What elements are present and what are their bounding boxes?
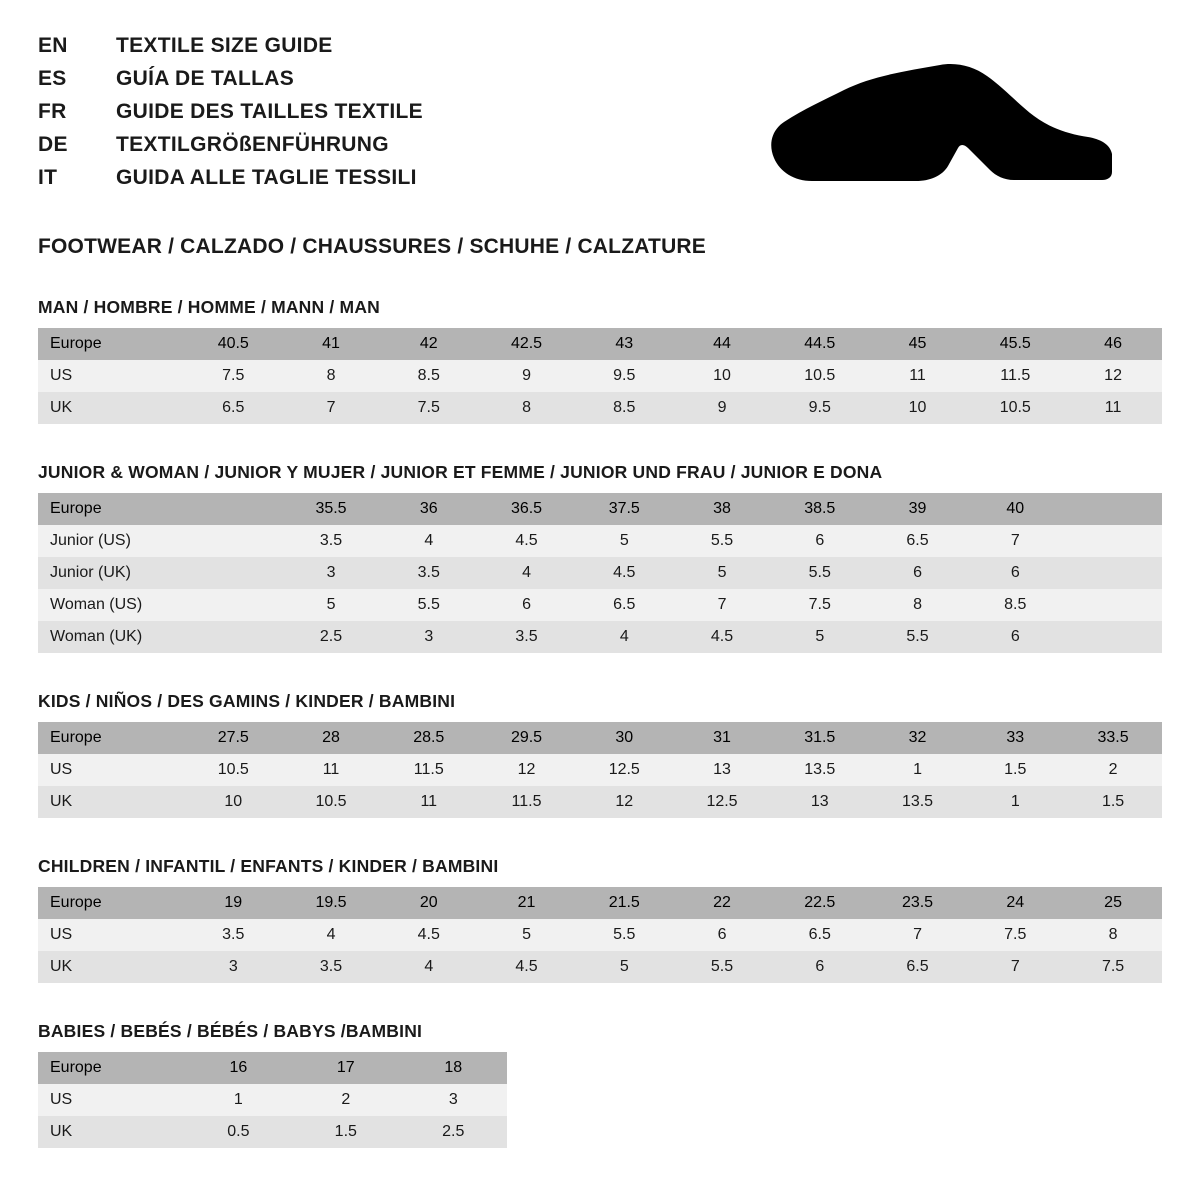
- table-cell: 12.5: [673, 786, 771, 818]
- section-title: CHILDREN / INFANTIL / ENFANTS / KINDER / BAMBINI: [38, 856, 499, 876]
- table-row: [38, 621, 1162, 653]
- row-label: UK: [38, 786, 184, 818]
- table-cell: 6: [771, 951, 869, 983]
- table-cell: 40: [966, 493, 1064, 525]
- section-title: BABIES / BEBÉS / BÉBÉS / BABYS /BAMBINI: [38, 1021, 423, 1041]
- table-cell: [184, 589, 282, 621]
- table-cell: 9: [673, 392, 771, 424]
- size-table-man: [38, 328, 1162, 424]
- language-title: TEXTILGRÖßENFÜHRUNG: [116, 133, 389, 156]
- table-cell: 44.5: [771, 328, 869, 360]
- table-cell: 3.5: [380, 557, 478, 589]
- table-cell: 45.5: [966, 328, 1064, 360]
- table-cell: 6: [966, 621, 1064, 653]
- table-cell: 8.5: [966, 589, 1064, 621]
- table-cell: 22: [673, 887, 771, 919]
- section-children: [38, 856, 1162, 983]
- table-cell: 9.5: [771, 392, 869, 424]
- table-cell: 3: [380, 621, 478, 653]
- table-cell: 12.5: [575, 754, 673, 786]
- language-title: TEXTILE SIZE GUIDE: [116, 34, 333, 57]
- row-label: US: [38, 360, 184, 392]
- table-cell: 27.5: [184, 722, 282, 754]
- table-cell: 4.5: [478, 951, 576, 983]
- table-cell: [184, 557, 282, 589]
- table-cell: 11.5: [380, 754, 478, 786]
- table-cell: 8: [478, 392, 576, 424]
- language-title: GUIDE DES TAILLES TEXTILE: [116, 100, 423, 123]
- table-row: [38, 493, 1162, 525]
- table-row: [38, 525, 1162, 557]
- table-cell: 13.5: [771, 754, 869, 786]
- table-cell: 9: [478, 360, 576, 392]
- table-row: [38, 1052, 507, 1084]
- table-cell: 5: [575, 525, 673, 557]
- table-cell: 6.5: [575, 589, 673, 621]
- table-cell: 3: [184, 951, 282, 983]
- table-cell: 13: [771, 786, 869, 818]
- table-cell: 7.5: [771, 589, 869, 621]
- table-cell: 0.5: [185, 1116, 292, 1148]
- table-cell: 5: [771, 621, 869, 653]
- table-cell: [1064, 525, 1162, 557]
- table-cell: 5.5: [869, 621, 967, 653]
- table-cell: 4.5: [478, 525, 576, 557]
- table-cell: 7: [673, 589, 771, 621]
- section-kids: [38, 691, 1162, 818]
- table-cell: 9.5: [575, 360, 673, 392]
- table-cell: 25: [1064, 887, 1162, 919]
- table-cell: 7.5: [380, 392, 478, 424]
- section-babies: [38, 1021, 1162, 1148]
- language-code: DE: [38, 133, 68, 156]
- table-cell: 3: [400, 1084, 507, 1116]
- size-table-kids: [38, 722, 1162, 818]
- language-row: [38, 133, 423, 166]
- table-cell: 43: [575, 328, 673, 360]
- table-cell: 6: [966, 557, 1064, 589]
- table-cell: 7: [282, 392, 380, 424]
- table-cell: 11: [869, 360, 967, 392]
- row-label: Europe: [38, 722, 184, 754]
- table-cell: 7.5: [184, 360, 282, 392]
- table-cell: 8.5: [380, 360, 478, 392]
- language-code: EN: [38, 34, 68, 57]
- table-cell: 38: [673, 493, 771, 525]
- table-cell: 5: [575, 951, 673, 983]
- table-cell: 4: [282, 919, 380, 951]
- footwear-category-title: FOOTWEAR / CALZADO / CHAUSSURES / SCHUHE / CALZATURE: [38, 235, 707, 258]
- table-cell: 42.5: [478, 328, 576, 360]
- row-label: US: [38, 919, 184, 951]
- table-cell: 12: [478, 754, 576, 786]
- table-cell: 36: [380, 493, 478, 525]
- table-cell: 45: [869, 328, 967, 360]
- table-cell: 23.5: [869, 887, 967, 919]
- table-cell: 1: [966, 786, 1064, 818]
- table-cell: 6.5: [869, 525, 967, 557]
- table-cell: 4: [380, 525, 478, 557]
- table-cell: 11: [380, 786, 478, 818]
- table-cell: 30: [575, 722, 673, 754]
- table-cell: 3.5: [282, 525, 380, 557]
- table-cell: 35.5: [282, 493, 380, 525]
- table-cell: [1064, 557, 1162, 589]
- table-cell: 17: [292, 1052, 399, 1084]
- table-cell: 8: [282, 360, 380, 392]
- table-cell: 5.5: [673, 525, 771, 557]
- table-cell: 2.5: [400, 1116, 507, 1148]
- table-cell: 19.5: [282, 887, 380, 919]
- table-cell: 4.5: [575, 557, 673, 589]
- row-label: Woman (UK): [38, 621, 184, 653]
- table-row: [38, 919, 1162, 951]
- table-cell: 5: [282, 589, 380, 621]
- table-cell: 28: [282, 722, 380, 754]
- table-row: [38, 589, 1162, 621]
- table-cell: 5.5: [673, 951, 771, 983]
- table-cell: 29.5: [478, 722, 576, 754]
- table-cell: 5: [478, 919, 576, 951]
- table-cell: 7.5: [1064, 951, 1162, 983]
- table-cell: 2: [292, 1084, 399, 1116]
- table-cell: 7.5: [966, 919, 1064, 951]
- section-title: KIDS / NIÑOS / DES GAMINS / KINDER / BAMBINI: [38, 691, 456, 711]
- table-cell: 5.5: [575, 919, 673, 951]
- dress-shoe-icon: [768, 60, 1138, 185]
- table-cell: 6: [771, 525, 869, 557]
- table-cell: 12: [1064, 360, 1162, 392]
- table-cell: 3.5: [478, 621, 576, 653]
- row-label: Junior (US): [38, 525, 184, 557]
- table-cell: 10.5: [966, 392, 1064, 424]
- table-cell: 6: [673, 919, 771, 951]
- table-cell: 41: [282, 328, 380, 360]
- language-title: GUIDA ALLE TAGLIE TESSILI: [116, 166, 417, 189]
- table-cell: 11: [1064, 392, 1162, 424]
- table-cell: 8: [869, 589, 967, 621]
- table-cell: 10: [184, 786, 282, 818]
- table-cell: 13: [673, 754, 771, 786]
- section-title: MAN / HOMBRE / HOMME / MANN / MAN: [38, 297, 380, 317]
- table-row: [38, 360, 1162, 392]
- page-header: [38, 34, 1162, 199]
- language-row: [38, 34, 423, 67]
- table-cell: 1: [869, 754, 967, 786]
- table-row: [38, 786, 1162, 818]
- table-cell: 18: [400, 1052, 507, 1084]
- table-cell: [184, 525, 282, 557]
- table-cell: 11.5: [478, 786, 576, 818]
- section-title: JUNIOR & WOMAN / JUNIOR Y MUJER / JUNIOR ET FEMME / JUNIOR UND FRAU / JUNIOR E DONA: [38, 462, 883, 482]
- table-cell: 21.5: [575, 887, 673, 919]
- table-cell: 40.5: [184, 328, 282, 360]
- table-cell: 16: [185, 1052, 292, 1084]
- table-cell: 31: [673, 722, 771, 754]
- size-table-junior-woman: [38, 493, 1162, 653]
- row-label: Europe: [38, 1052, 185, 1084]
- table-cell: 31.5: [771, 722, 869, 754]
- table-cell: 10.5: [184, 754, 282, 786]
- table-cell: 33: [966, 722, 1064, 754]
- row-label: Europe: [38, 493, 184, 525]
- language-row: [38, 67, 423, 100]
- language-row: [38, 166, 423, 199]
- row-label: US: [38, 1084, 185, 1116]
- table-cell: 3.5: [282, 951, 380, 983]
- table-row: [38, 557, 1162, 589]
- table-cell: 10: [673, 360, 771, 392]
- table-cell: 19: [184, 887, 282, 919]
- table-cell: 2: [1064, 754, 1162, 786]
- table-cell: 10: [869, 392, 967, 424]
- row-label: US: [38, 754, 184, 786]
- table-cell: 12: [575, 786, 673, 818]
- table-cell: 1.5: [1064, 786, 1162, 818]
- table-cell: 8: [1064, 919, 1162, 951]
- table-cell: 4: [478, 557, 576, 589]
- table-cell: 37.5: [575, 493, 673, 525]
- table-cell: [1064, 621, 1162, 653]
- table-cell: 6.5: [771, 919, 869, 951]
- table-cell: 1.5: [966, 754, 1064, 786]
- language-code: FR: [38, 100, 67, 123]
- table-cell: 11: [282, 754, 380, 786]
- table-cell: 24: [966, 887, 1064, 919]
- language-code: ES: [38, 67, 67, 90]
- table-cell: 6: [869, 557, 967, 589]
- size-table-children: [38, 887, 1162, 983]
- row-label: Europe: [38, 328, 184, 360]
- table-cell: [184, 493, 282, 525]
- table-cell: 6: [478, 589, 576, 621]
- table-cell: 5.5: [380, 589, 478, 621]
- table-cell: 7: [966, 525, 1064, 557]
- table-cell: 6.5: [184, 392, 282, 424]
- table-cell: 1.5: [292, 1116, 399, 1148]
- table-row: [38, 754, 1162, 786]
- table-cell: 32: [869, 722, 967, 754]
- row-label: UK: [38, 392, 184, 424]
- table-row: [38, 328, 1162, 360]
- table-cell: 7: [869, 919, 967, 951]
- table-row: [38, 887, 1162, 919]
- table-cell: 33.5: [1064, 722, 1162, 754]
- table-cell: 4.5: [673, 621, 771, 653]
- row-label: UK: [38, 1116, 185, 1148]
- table-cell: 44: [673, 328, 771, 360]
- language-title: GUÍA DE TALLAS: [116, 67, 295, 90]
- table-cell: 10.5: [771, 360, 869, 392]
- table-cell: 7: [966, 951, 1064, 983]
- table-cell: 4: [575, 621, 673, 653]
- table-cell: 1: [185, 1084, 292, 1116]
- table-cell: 3: [282, 557, 380, 589]
- table-row: [38, 1116, 507, 1148]
- table-cell: [1064, 493, 1162, 525]
- table-cell: 5.5: [771, 557, 869, 589]
- language-row: [38, 100, 423, 133]
- row-label: Woman (US): [38, 589, 184, 621]
- table-row: [38, 392, 1162, 424]
- table-cell: 4.5: [380, 919, 478, 951]
- table-cell: 3.5: [184, 919, 282, 951]
- section-junior-woman: [38, 462, 1162, 653]
- table-cell: 8.5: [575, 392, 673, 424]
- table-cell: 13.5: [869, 786, 967, 818]
- row-label: Europe: [38, 887, 184, 919]
- table-cell: 46: [1064, 328, 1162, 360]
- size-table-babies: [38, 1052, 507, 1148]
- row-label: Junior (UK): [38, 557, 184, 589]
- table-cell: 38.5: [771, 493, 869, 525]
- table-cell: 22.5: [771, 887, 869, 919]
- language-code: IT: [38, 166, 58, 189]
- table-row: [38, 1084, 507, 1116]
- table-cell: 42: [380, 328, 478, 360]
- table-row: [38, 951, 1162, 983]
- table-cell: [184, 621, 282, 653]
- section-man: [38, 297, 1162, 424]
- table-cell: 20: [380, 887, 478, 919]
- table-row: [38, 722, 1162, 754]
- table-cell: 39: [869, 493, 967, 525]
- table-cell: 2.5: [282, 621, 380, 653]
- table-cell: 21: [478, 887, 576, 919]
- row-label: UK: [38, 951, 184, 983]
- table-cell: 10.5: [282, 786, 380, 818]
- table-cell: 28.5: [380, 722, 478, 754]
- table-cell: [1064, 589, 1162, 621]
- table-cell: 4: [380, 951, 478, 983]
- language-title-list: [38, 34, 423, 199]
- table-cell: 6.5: [869, 951, 967, 983]
- table-cell: 5: [673, 557, 771, 589]
- table-cell: 36.5: [478, 493, 576, 525]
- table-cell: 11.5: [966, 360, 1064, 392]
